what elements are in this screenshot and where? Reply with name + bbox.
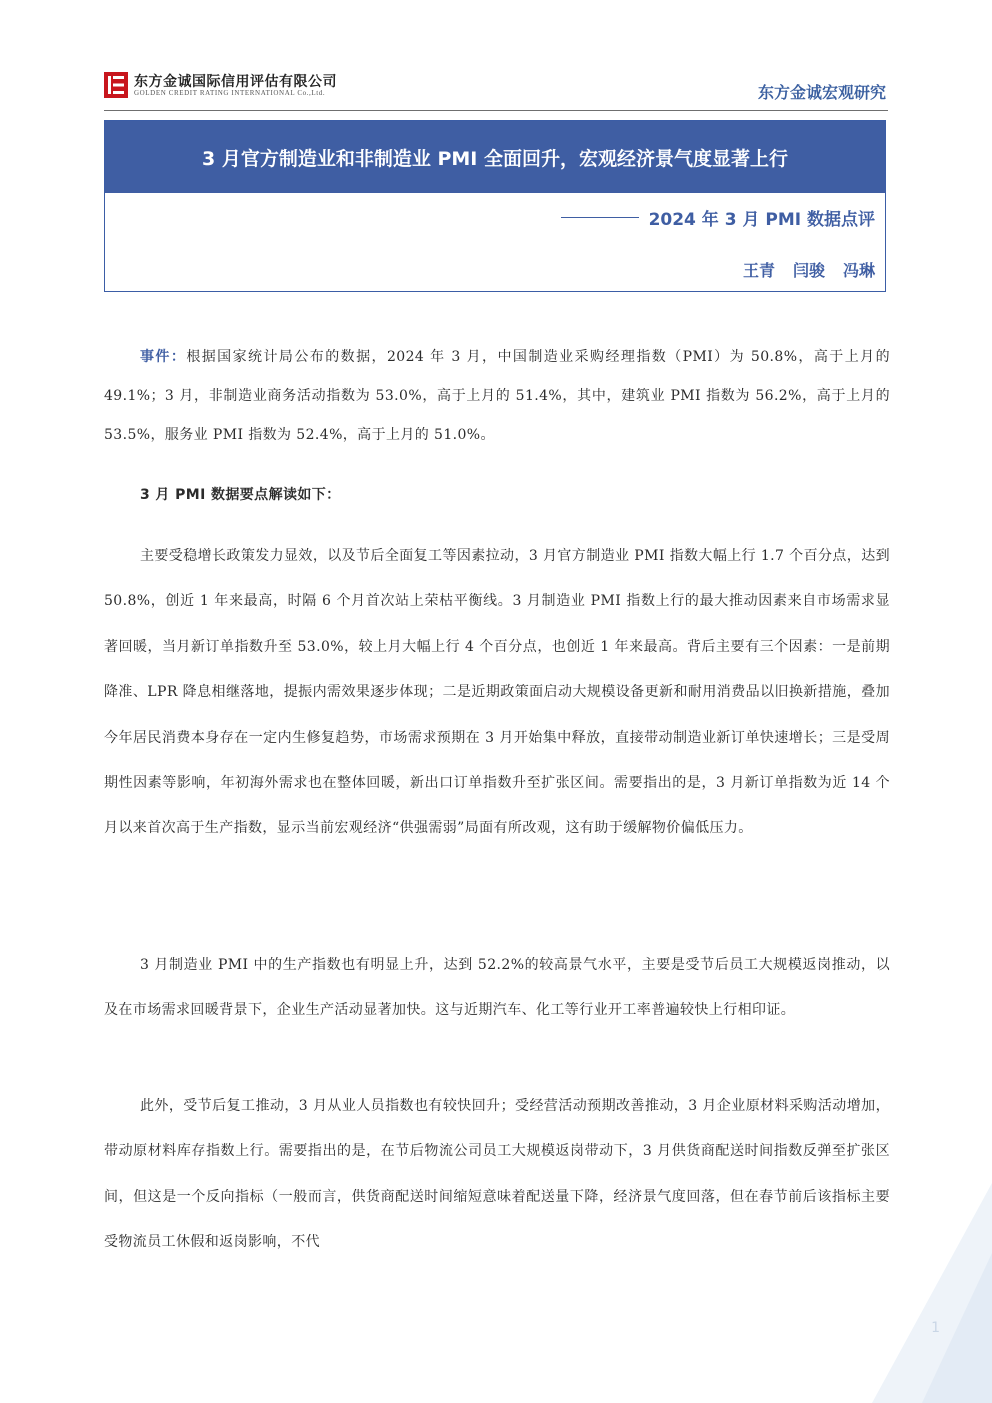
- author-name: 冯琳: [842, 261, 875, 280]
- company-logo-icon: [104, 72, 128, 98]
- company-name-cn: 东方金诚国际信用评估有限公司: [134, 74, 337, 90]
- authors-row: [743, 258, 875, 281]
- header-divider: [104, 110, 888, 111]
- event-label: 事件：: [140, 349, 187, 365]
- report-subtitle: 2024 年 3 月 PMI 数据点评: [648, 210, 875, 230]
- event-paragraph: [104, 338, 890, 455]
- body-paragraph-1: 主要受稳增长政策发力显效，以及节后全面复工等因素拉动，3 月官方制造业 PMI 指数大幅上行 1.7 个百分点，达到 50.8%，创近 1 年来最高，时隔 6 个月首次站上荣枯平衡线。3 月制造业 PMI 指数上行的最大推动因素来自市场需求显著回暖，当月新订单指数升至 53.0%，较上月大幅上行 4 个百分点，也创近 1 年来最高。背后主要有三个因素：一是前期降准、LPR 降息相继落地，提振内需效果逐步体现；二是近期政策面启动大规模设备更新和耐用消费品以旧换新措施，叠加今年居民消费本身存在一定内生修复趋势，市场需求预期在 3 月开始集中释放，直接带动制造业新订单快速增长；三是受周期性因素等影响，年初海外需求也在整体回暖，新出口订单指数升至扩张区间。需要指出的是，3 月新订单指数为近 14 个月以来首次高于生产指数，显示当前宏观经济“供强需弱”局面有所改观，这有助于缓解物价偏低压力。: [104, 548, 890, 837]
- report-title: 3 月官方制造业和非制造业 PMI 全面回升，宏观经济景气度显著上行: [202, 147, 788, 170]
- corner-decoration: [852, 1173, 992, 1403]
- page-number: 1: [931, 1320, 940, 1336]
- body-paragraph-2: 3 月制造业 PMI 中的生产指数也有明显上升，达到 52.2%的较高景气水平，主要是受节后员工大规模返岗推动，以及在市场需求回暖背景下，企业生产活动显著加快。这与近期汽车、化工等行业开工率普遍较快上行相印证。: [104, 957, 890, 1019]
- page-header: [104, 68, 888, 108]
- author-name: 王青: [742, 261, 775, 280]
- event-text: 根据国家统计局公布的数据，2024 年 3 月，中国制造业采购经理指数（PMI）为 50.8%，高于上月的 49.1%；3 月，非制造业商务活动指数为 53.0%，高于上月的 51.4%，其中，建筑业 PMI 指数为 56.2%，高于上月的 53.5%，服务业 PMI 指数为 52.4%，高于上月的 51.0%。: [104, 349, 891, 443]
- title-band: [105, 121, 885, 193]
- company-name-en: GOLDEN CREDIT RATING INTERNATIONAL Co.,Ltd.: [134, 89, 326, 97]
- subtitle-row: [561, 205, 875, 230]
- subtitle-dash-line: [561, 217, 639, 218]
- author-name: 闫骏: [792, 261, 825, 280]
- body-paragraph-3: 此外，受节后复工推动，3 月从业人员指数也有较快回升；受经营活动预期改善推动，3 月企业原材料采购活动增加，带动原材料库存指数上行。需要指出的是，在节后物流公司员工大规模返岗带动下，3 月供货商配送时间指数反弹至扩张区间，但这是一个反向指标（一般而言，供货商配送时间缩短意味着配送量下降，经济景气度回落，但在春节前后该指标主要受物流员工休假和返岗影响，不代: [104, 1098, 890, 1251]
- section-heading: 3 月 PMI 数据要点解读如下：: [140, 487, 341, 503]
- research-series-label: 东方金诚宏观研究: [757, 83, 886, 102]
- report-title-box: [104, 120, 886, 292]
